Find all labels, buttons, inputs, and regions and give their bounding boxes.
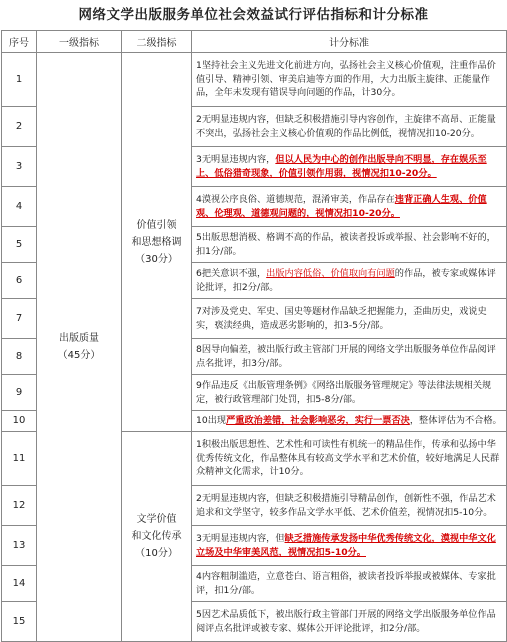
row-number: 10 — [2, 411, 37, 432]
criteria-plain: 3无明显违规内容， — [196, 154, 276, 166]
criteria-text: 7对涉及党史、军史、国史等题材作品缺乏把握能力，歪曲历史，戏说史实，亵渎经典，造成恶劣影响的，扣3-5分/部。 — [192, 299, 507, 339]
row-number: 3 — [2, 147, 37, 187]
evaluation-table-wrapper — [1, 30, 506, 642]
criteria-text: 5因艺术品质低下，被出版行政主管部门开展的网络文学出版服务单位作品阅评点名批评或被专家、媒体公开评论批评，扣2分/部。 — [192, 602, 507, 642]
table-row — [2, 53, 507, 107]
row-number: 4 — [2, 187, 37, 227]
criteria-text: 2无明显违规内容，但缺乏积极措施引导精品创作，创新性不强，作品艺术追求和文学坚守，较多作品文学水平低、艺术价值差，视情况扣5-10分。 — [192, 486, 507, 526]
criteria-text: 9作品违反《出版管理条例》《网络出版服务管理规定》等法律法规相关规定，被行政管理部门处罚，扣5-8分/部。 — [192, 375, 507, 411]
level2-score: （30分） — [135, 253, 178, 265]
row-number: 6 — [2, 263, 37, 299]
row-number: 11 — [2, 432, 37, 486]
criteria-highlight: 出版内容低俗、价值取向有问题 — [266, 268, 395, 280]
criteria-text: 1坚持社会主义先进文化前进方向，弘扬社会主义核心价值观，注重作品价值引导、精神引领、审美启迪等方面的作用，大力出版主旋律、正能量作品，全年未发现有错误导向问题的作品，计30分。 — [192, 53, 507, 107]
criteria-text — [192, 411, 507, 432]
criteria-highlight: 严重政治差错，社会影响恶劣，实行一票否决 — [226, 415, 410, 427]
level2-name-line2: 和思想格调 — [131, 236, 182, 248]
criteria-text: 8因导向偏差，被出版行政主管部门开展的网络文学出版服务单位作品阅评点名批评，扣3分/部。 — [192, 339, 507, 375]
level2-name: 价值引领 — [136, 219, 177, 231]
row-number: 15 — [2, 602, 37, 642]
row-number: 13 — [2, 526, 37, 566]
header-num: 序号 — [2, 31, 37, 53]
row-number: 7 — [2, 299, 37, 339]
criteria-highlight: 缺乏措施传承发扬中华优秀传统文化，漠视中华文化立场及中华审美风范，视情况扣5-10分。 — [196, 533, 496, 558]
criteria-text: 2无明显违规内容，但缺乏积极措施引导内容创作，主旋律不高昂、正能量不突出，弘扬社会主义核心价值观的作品比例低，视情况扣10-20分。 — [192, 107, 507, 147]
criteria-plain: 10出现 — [196, 415, 227, 427]
criteria-text — [192, 187, 507, 227]
row-number: 8 — [2, 339, 37, 375]
criteria-highlight: 违背正确人生观、价值观、伦理观、道德观问题的，视情况扣10-20分。 — [196, 194, 487, 219]
criteria-plain: 4漠视公序良俗、道德规范，混淆审美，作品存在 — [196, 194, 395, 206]
level1-cell — [37, 53, 122, 642]
criteria-plain: 3无明显违规内容，但 — [196, 533, 285, 545]
criteria-plain-tail: 的作品，被专家或媒体评论批评，扣2分/部。 — [196, 268, 496, 293]
level1-score: （45分） — [57, 350, 101, 361]
criteria-highlight: 但以人民为中心的创作出版导向不明显，存在娱乐至上、低俗猎奇现象，价值引领作用弱，视情况扣10-20分。 — [196, 154, 487, 179]
criteria-text — [192, 526, 507, 566]
level2-name: 文学价值 — [136, 514, 177, 525]
row-number: 12 — [2, 486, 37, 526]
level2-name-line2: 和文化传承 — [131, 531, 182, 542]
level2-cell-values — [122, 53, 192, 432]
level2-score: （10分） — [135, 548, 178, 559]
header-criteria: 计分标准 — [192, 31, 507, 53]
row-number: 5 — [2, 227, 37, 263]
criteria-text — [192, 147, 507, 187]
row-number: 14 — [2, 566, 37, 602]
header-level1: 一级指标 — [37, 31, 122, 53]
criteria-text: 5出版思想消极、格调不高的作品，被读者投诉或举报、社会影响不好的，扣1分/部。 — [192, 227, 507, 263]
criteria-text: 1积极出版思想性、艺术性和可读性有机统一的精品佳作，传承和弘扬中华优秀传统文化，作品整体具有较高文学水平和艺术价值，较好地满足人民群众精神文化需求，计10分。 — [192, 432, 507, 486]
row-number: 9 — [2, 375, 37, 411]
criteria-plain-tail: ，整体评估为不合格。 — [409, 415, 502, 427]
level1-name: 出版质量 — [59, 333, 99, 344]
criteria-plain: 6把关意识不强， — [196, 268, 267, 280]
row-number: 1 — [2, 53, 37, 107]
criteria-text: 4内容粗制滥造，立意苍白、语言粗俗，被读者投诉举报或被媒体、专家批评，扣1分/部。 — [192, 566, 507, 602]
criteria-text — [192, 263, 507, 299]
table-header-row — [2, 31, 507, 53]
row-number: 2 — [2, 107, 37, 147]
header-level2: 二级指标 — [122, 31, 192, 53]
page-title: 网络文学出版服务单位社会效益试行评估指标和计分标准 — [78, 7, 429, 23]
evaluation-table — [1, 30, 507, 642]
level2-cell-literary — [122, 432, 192, 642]
